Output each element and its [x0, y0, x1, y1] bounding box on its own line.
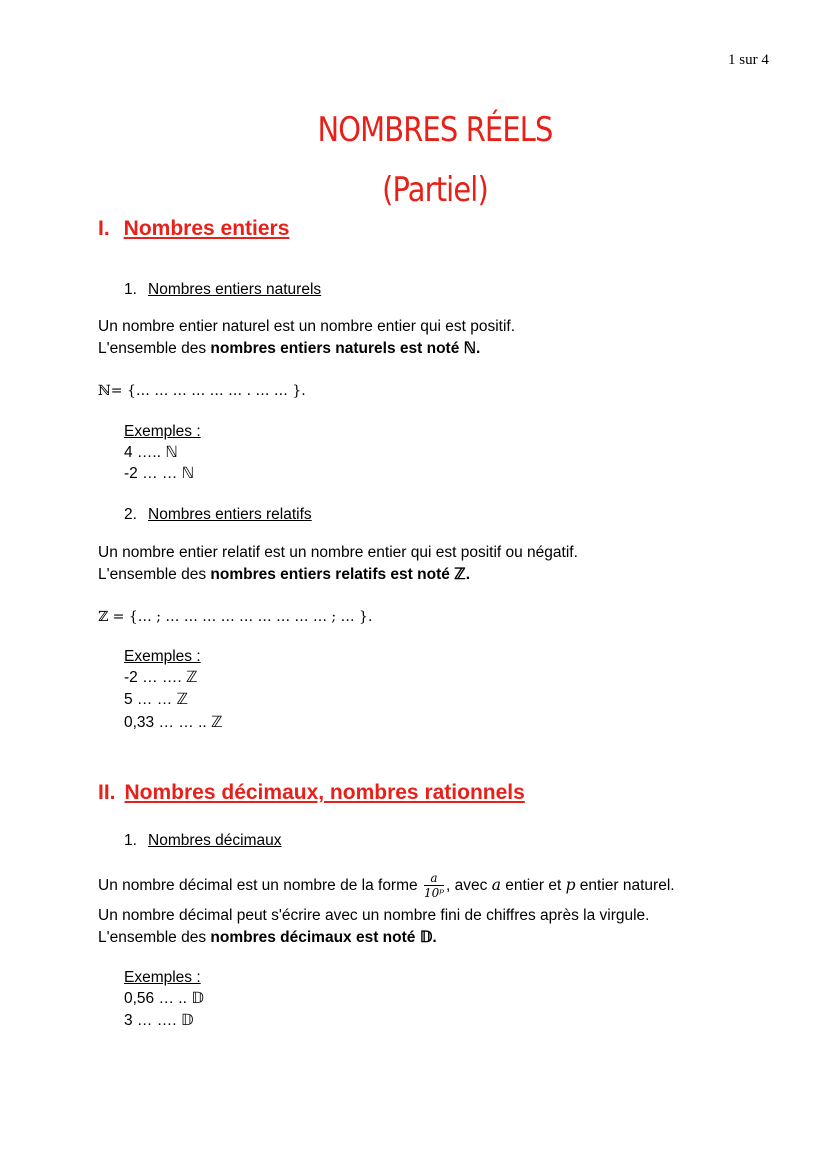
examples-label: Exemples :: [124, 423, 201, 440]
fraction-a-over-10p: $\frac{a}{\text{10ᵖ}}$: [423, 871, 445, 901]
paragraph-line: Un nombre entier relatif est un nombre entier qui est positif ou négatif.: [98, 544, 578, 561]
paragraph-line: L'ensemble des nombres entiers relatifs est noté ℤ.: [98, 566, 471, 583]
example-item: 3 … …. 𝔻: [124, 1012, 194, 1029]
document-title: NOMBRES RÉELS: [317, 110, 553, 150]
subheading-entiers-naturels: 1. Nombres entiers naturels: [124, 281, 322, 298]
section-heading-2: II. Nombres décimaux, nombres rationnels: [98, 781, 525, 804]
paragraph-line: Un nombre entier naturel est un nombre entier qui est positif.: [98, 318, 516, 335]
example-item: 5 … … ℤ: [124, 691, 189, 708]
paragraph-line: Un nombre décimal peut s'écrire avec un nombre fini de chiffres après la virgule.: [98, 907, 650, 924]
subheading-entiers-relatifs: 2. Nombres entiers relatifs: [124, 506, 312, 523]
section-heading-1: I. Nombres entiers: [98, 217, 290, 240]
set-definition-Z: ℤ = {… ; … … … … … … … … … ; … }.: [98, 609, 373, 625]
paragraph-line: L'ensemble des nombres décimaux est noté 𝔻.: [98, 929, 437, 946]
example-item: 0,33 … … .. ℤ: [124, 714, 223, 731]
example-item: 4 ….. ℕ: [124, 444, 178, 461]
examples-label: Exemples :: [124, 969, 201, 986]
subheading-decimaux: 1. Nombres décimaux: [124, 832, 282, 849]
document-subtitle: (Partiel): [382, 170, 488, 210]
example-item: -2 … … ℕ: [124, 465, 195, 482]
page-number: 1 sur 4: [728, 52, 769, 68]
examples-label: Exemples :: [124, 648, 201, 665]
set-definition-N: ℕ= {… … … … … … . … … }.: [98, 383, 306, 399]
paragraph-line: Un nombre décimal est un nombre de la forme $\frac{a}{\text{10ᵖ}}$ , avec a entier et p entier naturel.: [98, 871, 675, 901]
paragraph-line: L'ensemble des nombres entiers naturels est noté ℕ.: [98, 340, 481, 357]
example-item: -2 … …. ℤ: [124, 669, 198, 686]
example-item: 0,56 … .. 𝔻: [124, 990, 204, 1007]
